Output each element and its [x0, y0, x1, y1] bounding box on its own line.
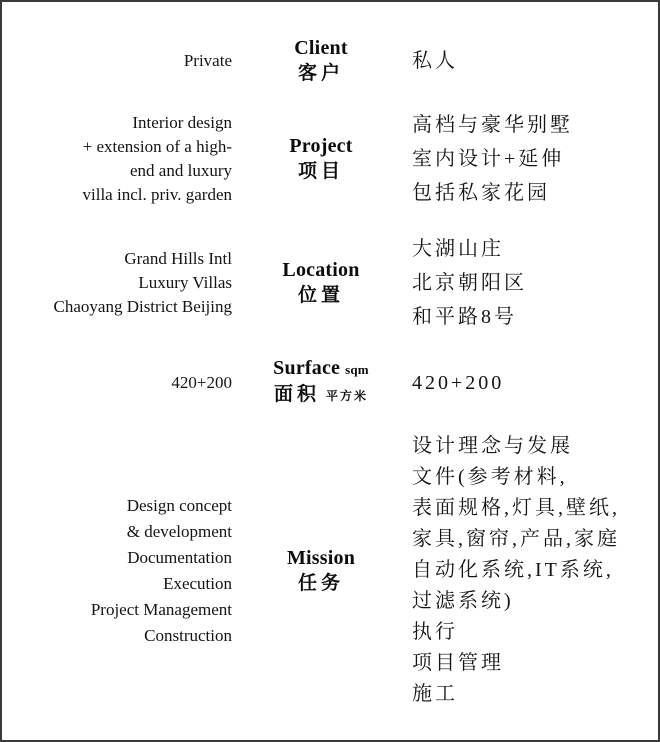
- mission-label-en: Mission: [286, 546, 356, 569]
- text-line: 高档与豪华别墅: [412, 114, 573, 136]
- client-label-en: Client: [294, 37, 348, 59]
- text-line: Chaoyang District Beijing: [53, 297, 232, 316]
- text-line: 施工: [412, 683, 458, 705]
- mission-label-zh: 任务: [297, 572, 344, 594]
- project-value-zh: [410, 108, 658, 210]
- text-line: Project Management: [90, 599, 232, 619]
- text-line: Luxury Villas: [138, 273, 232, 292]
- text-line: + extension of a high-: [82, 137, 232, 156]
- project-value-en: [4, 111, 232, 207]
- location-label-zh: 位置: [297, 285, 344, 306]
- location-label-en: Location: [282, 259, 360, 281]
- location-value-zh: [410, 232, 658, 334]
- text-line: 包括私家花园: [412, 182, 550, 204]
- text-line: Grand Hills Intl: [124, 249, 232, 268]
- text-line: 文件(参考材料,: [412, 466, 568, 488]
- text-line: Interior design: [132, 113, 232, 132]
- text-line: 室内设计+延伸: [412, 148, 565, 170]
- text-line: 北京朝阳区: [412, 272, 527, 294]
- row-client: [4, 36, 658, 86]
- surface-label-en-main: Surface: [273, 357, 341, 379]
- text-line: 420+200: [412, 371, 505, 394]
- text-line: 大湖山庄: [412, 238, 504, 260]
- text-line: & development: [126, 521, 232, 541]
- surface-label-zh: [232, 382, 410, 409]
- client-value-en: [4, 49, 232, 73]
- surface-label-en-unit: sqm: [345, 362, 369, 377]
- text-line: Construction: [144, 625, 232, 645]
- text-line: 项目管理: [412, 652, 504, 674]
- text-line: Design concept: [126, 495, 232, 515]
- text-line: 420+200: [171, 372, 232, 392]
- text-line: 私人: [412, 50, 458, 72]
- text-line: 执行: [412, 621, 458, 643]
- text-line: 家具,窗帘,产品,家庭: [412, 528, 620, 550]
- client-label: [232, 36, 410, 86]
- text-line: villa incl. priv. garden: [82, 185, 232, 204]
- client-label-zh: 客户: [297, 63, 344, 84]
- surface-label: [232, 356, 410, 409]
- project-label-en: Project: [289, 135, 353, 157]
- project-label: [232, 134, 410, 184]
- text-line: 设计理念与发展: [412, 435, 573, 457]
- row-project: [4, 108, 658, 210]
- surface-value-zh: [410, 366, 658, 400]
- surface-label-zh-main: 面积: [273, 384, 320, 405]
- mission-value-en: [4, 493, 232, 649]
- surface-label-zh-unit: 平方米: [326, 389, 369, 403]
- surface-value-en: [4, 371, 232, 395]
- mission-label: [232, 546, 410, 596]
- text-line: 自动化系统,IT系统,: [412, 559, 614, 581]
- text-line: Private: [183, 51, 232, 70]
- text-line: 过滤系统): [412, 590, 514, 612]
- surface-label-en: [232, 356, 410, 382]
- row-surface: [4, 356, 658, 409]
- text-line: end and luxury: [130, 161, 232, 180]
- row-mission: [4, 431, 658, 710]
- mission-value-zh: [410, 431, 658, 710]
- row-location: [4, 232, 658, 334]
- text-line: 表面规格,灯具,壁纸,: [412, 497, 620, 519]
- project-label-zh: 项目: [297, 161, 344, 182]
- text-line: 和平路8号: [412, 306, 517, 328]
- location-value-en: [4, 247, 232, 319]
- location-label: [232, 258, 410, 308]
- text-line: Documentation: [127, 547, 232, 567]
- client-value-zh: [410, 44, 658, 78]
- text-line: Execution: [163, 573, 232, 593]
